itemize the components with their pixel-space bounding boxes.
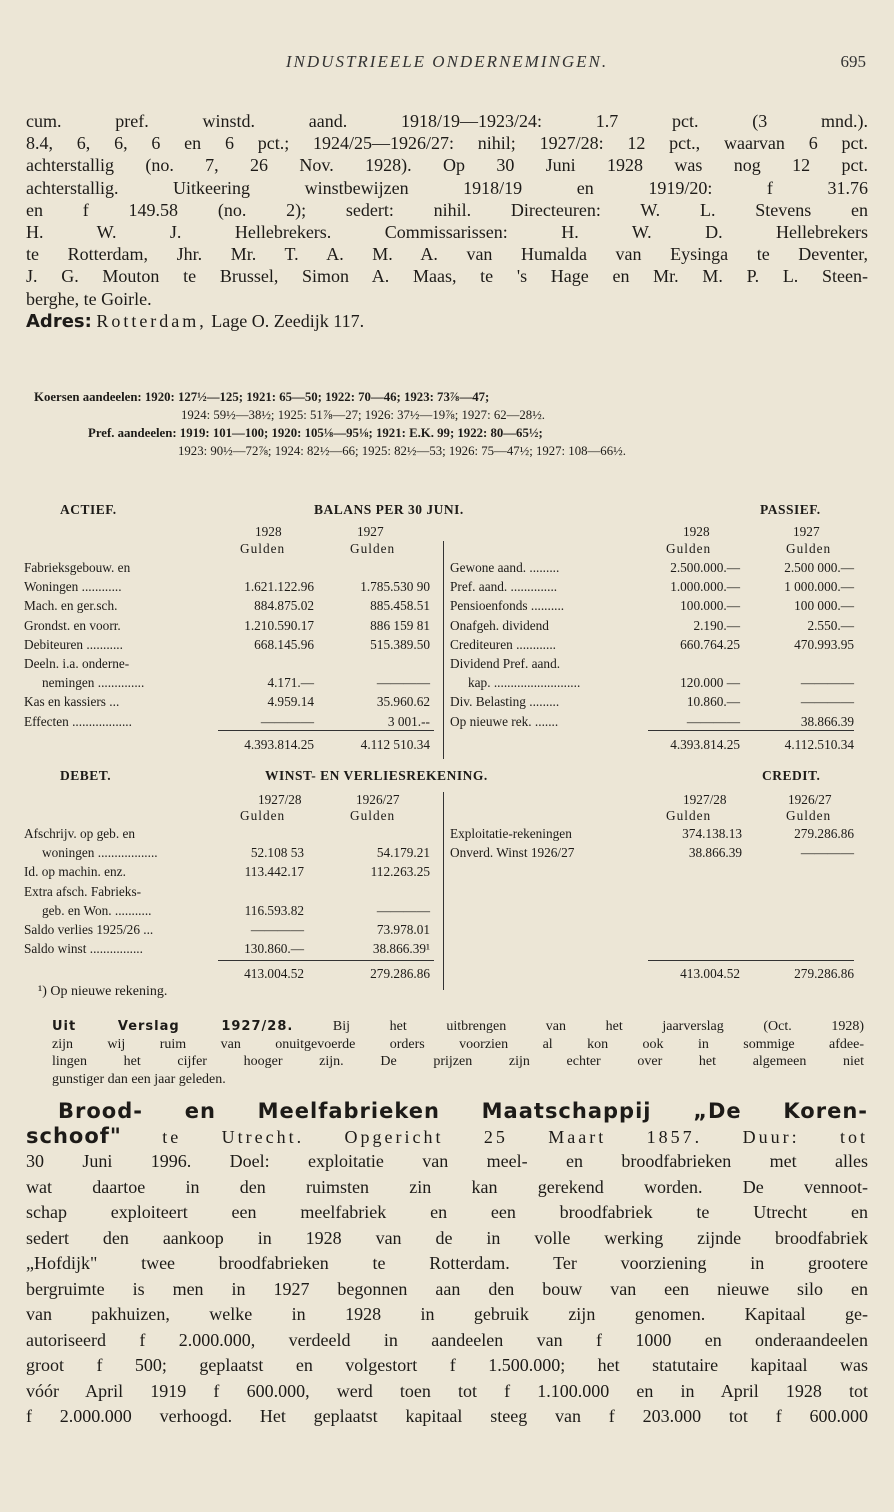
row-value: ———— [376, 902, 430, 918]
row-value: 1.785.530 90 [360, 579, 430, 595]
row-value: 1.210.590.17 [244, 617, 314, 633]
unit-label: Gulden [350, 808, 396, 823]
year-label: 1926/27 [788, 792, 832, 807]
column-divider [443, 792, 444, 990]
row-label: Pensioenfonds .......... [450, 598, 565, 614]
row-value: 660.764.25 [680, 636, 740, 652]
company-title-cont: schoof" [26, 1124, 122, 1148]
row-value: 4.171.— [267, 675, 314, 691]
company-title: Brood- en Meelfabrieken Maatschappij „De Koren- [58, 1099, 868, 1123]
winst-title: WINST- EN VERLIESREKENING. [265, 768, 488, 783]
row-value: 10.860.— [686, 694, 740, 710]
row-value: 130.860.— [244, 941, 304, 957]
row-label: Div. Belasting ......... [450, 694, 560, 710]
company-section [26, 1098, 868, 1430]
unit-label: Gulden [786, 541, 832, 556]
row-value: 1.621.122.96 [244, 579, 314, 595]
row-label: Kas en kassiers ... [24, 694, 120, 710]
row-value: 2.550.— [807, 617, 854, 633]
text-line: groot f 500; geplaatst en volgestort f 1.500.000; het statutaire kapitaal was [26, 1355, 868, 1375]
credit-heading: CREDIT. [762, 768, 821, 783]
row-label: Debiteuren ........... [24, 636, 123, 652]
koersen-line: 1923: 90½—72⅞; 1924: 82½—66; 1925: 82½—53; 1926: 75—47½; 1927: 108—66½. [178, 444, 626, 458]
koersen-line: Pref. aandeelen: 1919: 101—100; 1920: 105⅛—95⅛; 1921: E.K. 99; 1922: 80—65½; [88, 426, 543, 440]
row-value: 52.108 53 [250, 845, 304, 861]
passief-total: 4.112.510.34 [784, 737, 854, 752]
row-value: 3 001.-- [387, 713, 430, 729]
unit-label: Gulden [666, 541, 712, 556]
unit-label: Gulden [240, 808, 286, 823]
text-line [52, 1018, 864, 1036]
row-value: ———— [260, 713, 314, 729]
text-line: J. G. Mouton te Brussel, Simon A. Maas, te 's Hage en Mr. M. P. L. Steen- [26, 266, 868, 287]
unit-label: Gulden [240, 541, 286, 556]
koersen-line: 1924: 59½—38½; 1925: 51⅞—27; 1926: 37½—19⅞; 1927: 62—28½. [181, 408, 546, 422]
address-city: Rotterdam, [96, 310, 207, 331]
unit-label: Gulden [666, 808, 712, 823]
row-label: geb. en Won. ........... [42, 902, 152, 918]
text-line: en f 149.58 (no. 2); sedert: nihil. Directeuren: W. L. Stevens en [26, 199, 868, 220]
unit-label: Gulden [786, 808, 832, 823]
row-label: Saldo winst ................ [24, 941, 143, 957]
address-label: Adres: [26, 310, 92, 332]
row-value: ———— [250, 922, 304, 937]
row-value: 884.875.02 [254, 598, 314, 614]
text-line: gunstiger dan een jaar geleden. [52, 1071, 226, 1087]
verslag-paragraph [52, 1018, 864, 1088]
actief-heading: ACTIEF. [60, 502, 117, 517]
row-label: Woningen ............ [24, 579, 122, 595]
year-label: 1927 [357, 524, 384, 539]
row-label: Op nieuwe rek. ....... [450, 713, 559, 729]
debet-heading: DEBET. [60, 768, 112, 783]
row-value: 885.458.51 [370, 598, 430, 614]
row-label: Onafgeh. dividend [450, 617, 549, 633]
text-line: sedert den aankoop in 1928 van de in volle werking zijnde broodfabriek [26, 1227, 868, 1248]
actief-total: 4.393.814.25 [244, 737, 314, 752]
text-line: f 2.000.000 verhoogd. Het geplaatst kapitaal steeg van f 203.000 tot f 600.000 [26, 1406, 868, 1426]
row-value: 470.993.95 [794, 636, 854, 652]
row-label: Pref. aand. .............. [450, 579, 558, 595]
text-line: achterstallig (no. 7, 26 Nov. 1928). Op 30 Juni 1928 was nog 12 pct. [26, 155, 868, 176]
page-number: 695 [840, 52, 866, 71]
text-line [26, 1124, 868, 1149]
text-line: bergruimte is men in 1927 begonnen aan den bouw van een nieuwe silo en [26, 1278, 868, 1299]
row-value: 113.442.17 [244, 864, 304, 880]
row-label: Gewone aand. ......... [450, 560, 560, 575]
row-value: 1 000.000.— [784, 579, 854, 595]
verslag-label: Uit Verslag 1927/28. [52, 1019, 294, 1034]
row-value: 279.286.86 [794, 826, 854, 841]
row-value: ———— [686, 713, 740, 729]
row-label: Crediteuren ............ [450, 636, 556, 652]
row-value: 515.389.50 [370, 636, 430, 652]
balans-title: BALANS PER 30 JUNI. [314, 502, 464, 517]
row-label: Extra afsch. Fabrieks- [24, 883, 142, 899]
row-label: Exploitatie-rekeningen [450, 826, 572, 841]
row-value: 1.000.000.— [670, 579, 740, 595]
row-value: 2.500.000.— [670, 560, 740, 575]
row-value: 116.593.82 [244, 902, 304, 918]
text-line-rest: te Utrecht. Opgericht 25 Maart 1857. Duur: tot [121, 1127, 868, 1147]
row-label: Mach. en ger.sch. [24, 598, 118, 614]
row-value: 73.978.01 [376, 922, 430, 937]
row-value: ———— [800, 694, 854, 710]
text-line: autoriseerd f 2.000.000, verdeeld in aandeelen van f 1000 en onderaandeelen [26, 1329, 868, 1350]
row-value: 38.866.39 [688, 845, 742, 861]
row-value: 886 159 81 [370, 617, 430, 633]
row-value: 38.866.39 [800, 713, 854, 729]
row-value: 2.190.— [693, 617, 740, 633]
text-line: vóór April 1919 f 600.000, werd toen tot f 1.100.000 en in April 1928 tot [26, 1380, 868, 1401]
row-value: 668.145.96 [254, 636, 314, 652]
row-label: nemingen .............. [42, 675, 145, 691]
text-line: achterstallig. Uitkeering winstbewijzen 1918/19 en 1919/20: f 31.76 [26, 177, 868, 198]
row-value: 112.263.25 [370, 864, 430, 880]
text-line: te Rotterdam, Jhr. Mr. T. A. M. A. van Humalda van Eysinga te Deventer, [26, 244, 868, 265]
passief-heading: PASSIEF. [760, 502, 821, 517]
row-label: Afschrijv. op geb. en [24, 826, 136, 841]
footnote: ¹) Op nieuwe rekening. [38, 984, 168, 999]
unit-label: Gulden [350, 541, 396, 556]
row-label: Deeln. i.a. onderne- [24, 656, 130, 671]
credit-total: 279.286.86 [794, 966, 854, 981]
text-line: 30 Juni 1996. Doel: exploitatie van meel- en broodfabrieken met alles [26, 1151, 868, 1171]
debet-total: 413.004.52 [244, 966, 304, 981]
text-line: lingen het cijfer hooger zijn. De prijzen zijn echter over het algemeen niet [52, 1054, 864, 1069]
year-label: 1928 [255, 524, 282, 539]
company-body [26, 1149, 868, 1430]
row-label: Onverd. Winst 1926/27 [450, 845, 575, 861]
text-line: „Hofdijk" twee broodfabrieken te Rotterdam. Ter voorziening in grootere [26, 1253, 868, 1273]
row-label: Dividend Pref. aand. [450, 656, 561, 671]
text-line: schap exploiteert een meelfabriek en een broodfabriek te Utrecht en [26, 1202, 868, 1222]
row-value: 38.866.39¹ [372, 941, 430, 957]
row-value: 120.000 — [680, 675, 740, 691]
year-label: 1926/27 [356, 792, 400, 807]
text-line: van pakhuizen, welke in 1928 in gebruik zijn genomen. Kapitaal ge- [26, 1304, 868, 1324]
row-label: Saldo verlies 1925/26 ... [24, 922, 154, 937]
row-label: kap. .......................... [468, 675, 581, 691]
address-street: Lage O. Zeedijk 117. [211, 310, 365, 331]
row-value: 35.960.62 [376, 694, 430, 710]
actief-total: 4.112 510.34 [360, 737, 430, 752]
row-value: 100 000.— [794, 598, 854, 614]
row-label: Id. op machin. enz. [24, 864, 126, 880]
row-value: 54.179.21 [376, 845, 430, 861]
verslag-text: Bij het uitbrengen van het jaarverslag (Oct. 1928) [332, 1019, 864, 1034]
text-line: berghe, te Goirle. [26, 288, 152, 309]
total-rule [648, 960, 854, 961]
credit-total: 413.004.52 [680, 966, 740, 981]
text-line: cum. pref. winstd. aand. 1918/19—1923/24: 1.7 pct. (3 mnd.). [26, 111, 868, 131]
row-label: Grondst. en voorr. [24, 617, 121, 633]
row-value: ———— [376, 675, 430, 691]
passief-total: 4.393.814.25 [670, 737, 740, 752]
row-label: Fabrieksgebouw. en [24, 560, 131, 575]
row-value: ———— [800, 675, 854, 691]
text-line: wat daartoe in den ruimsten zin kan gerekend worden. De vennoot- [26, 1176, 868, 1197]
debet-total: 279.286.86 [370, 966, 430, 981]
year-label: 1927/28 [683, 792, 727, 807]
running-title: INDUSTRIEELE ONDERNEMINGEN. [285, 52, 609, 71]
row-value: 100.000.— [680, 598, 740, 614]
year-label: 1927 [793, 524, 820, 539]
year-label: 1928 [683, 524, 710, 539]
text-line: zijn wij ruim van onuitgevoerde orders voorzien al kon ook in sommige afdee- [52, 1036, 864, 1052]
row-value: 2.500 000.— [784, 560, 854, 575]
text-line: H. W. J. Hellebrekers. Commissarissen: H. W. D. Hellebrekers [26, 222, 868, 243]
row-value: 4.959.14 [267, 694, 314, 710]
text-line: 8.4, 6, 6, 6 en 6 pct.; 1924/25—1926/27: nihil; 1927/28: 12 pct., waarvan 6 pct. [26, 133, 868, 154]
row-label: woningen .................. [42, 845, 158, 861]
row-value: 374.138.13 [682, 826, 742, 841]
row-label: Effecten .................. [24, 713, 132, 729]
year-label: 1927/28 [258, 792, 302, 807]
row-value: ———— [800, 845, 854, 861]
koersen-line: Koersen aandeelen: 1920: 127½—125; 1921: 65—50; 1922: 70—46; 1923: 73⅞—47; [34, 390, 490, 404]
total-rule [218, 960, 434, 961]
